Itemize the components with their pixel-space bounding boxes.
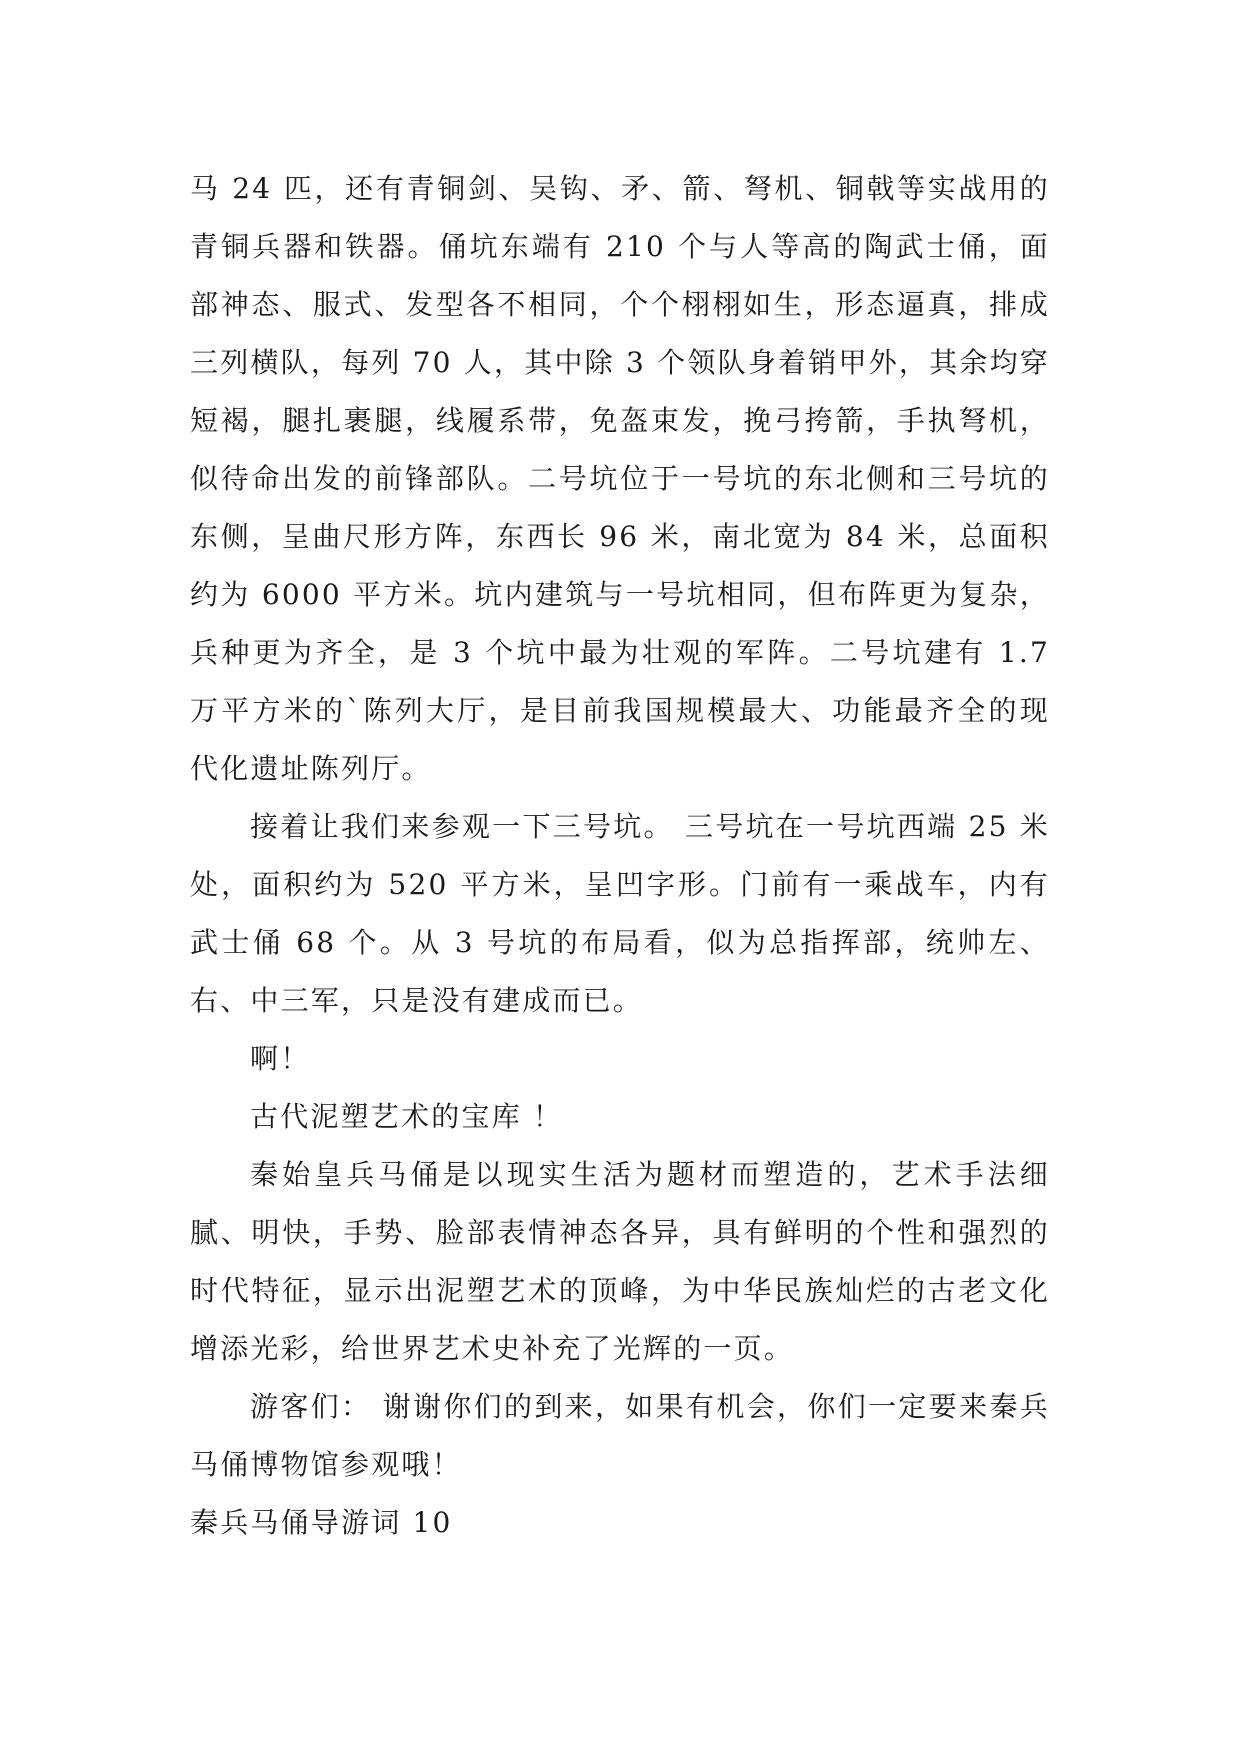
next-section-title: 秦兵马俑导游词 10	[190, 1506, 453, 1539]
paragraph-pit-three: 接着让我们来参观一下三号坑。 三号坑在一号坑西端 25 米处，面积约为 520 平方米，呈凹字形。门前有一乘战车，内有武士俑 68 个。从 3 号坑的布局看，似为总指挥部，统帅左、右、中三军，只是没有建成而已。	[190, 810, 1050, 1017]
paragraph-terracotta-pits: 马 24 匹，还有青铜剑、吴钩、矛、箭、弩机、铜戟等实战用的青铜兵器和铁器。俑坑东端有 210 个与人等高的陶武士俑，面部神态、服式、发型各不相同，个个栩栩如生，形态逼真，排成三列横队，每列 70 人，其中除 3 个领队身着销甲外，其余均穿短褐，腿扎裹腿，线履系带，免盔束发，挽弓挎箭，手执弩机，似待命出发的前锋部队。二号坑位于一号坑的东北侧和三号坑的东侧，呈曲尺形方阵，东西长 96 米，南北宽为 84 米，总面积约为 6000 平方米。坑内建筑与一号坑相同，但布阵更为复杂，兵种更为齐全，是 3 个坑中最为壮观的军阵。二号坑建有 1.7 万平方米的`陈列大厅，是目前我国规模最大、功能最齐全的现代化遗址陈列厅。	[190, 172, 1062, 785]
document-body	[190, 160, 1062, 1552]
paragraph-treasure-house: 古代泥塑艺术的宝库 ！	[250, 1100, 564, 1133]
paragraph-exclamation: 啊！	[250, 1042, 311, 1075]
paragraph-art-description: 秦始皇兵马俑是以现实生活为题材而塑造的，艺术手法细腻、明快，手势、脸部表情神态各异，具有鲜明的个性和强烈的时代特征，显示出泥塑艺术的顶峰，为中华民族灿烂的古老文化增添光彩，给世界艺术史补充了光辉的一页。	[190, 1158, 1050, 1365]
paragraph-closing: 游客们： 谢谢你们的到来，如果有机会，你们一定要来秦兵马俑博物馆参观哦！	[190, 1390, 1050, 1481]
